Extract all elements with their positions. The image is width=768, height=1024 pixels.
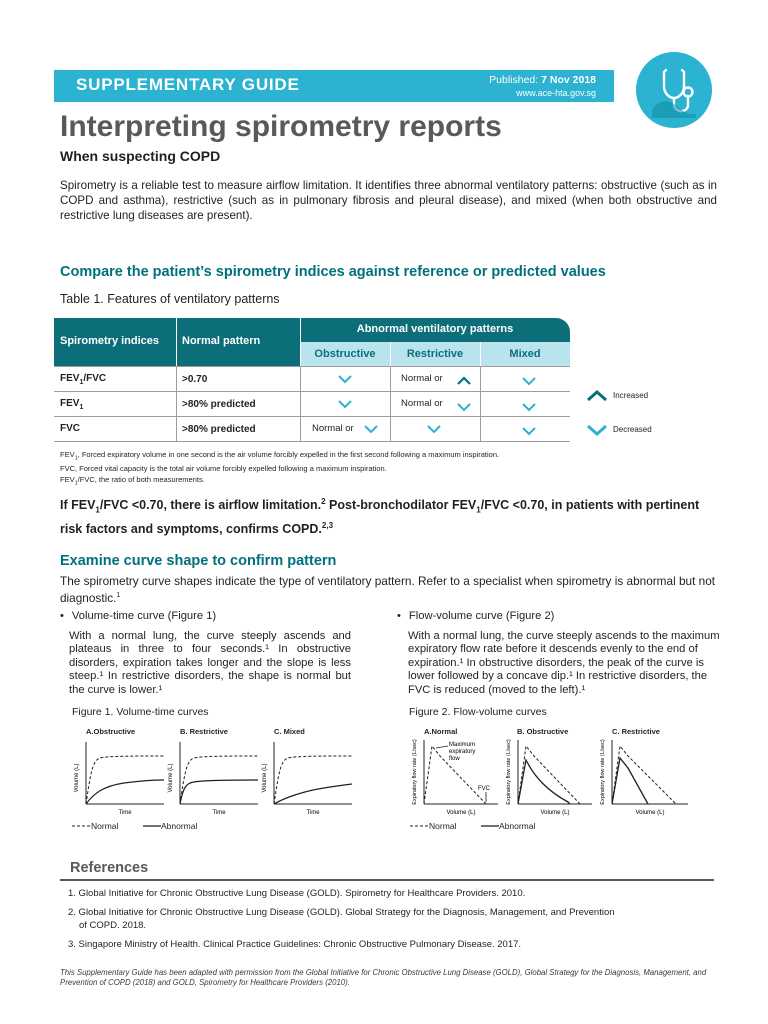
row-restrictive-text: Normal or — [401, 398, 443, 409]
table-footnotes — [60, 450, 499, 489]
abnormal-legend-line — [481, 823, 499, 829]
normal-legend-line — [410, 823, 430, 829]
legend-abnormal: Abnormal — [161, 821, 198, 831]
annot-fvc: FVC — [478, 786, 490, 792]
xlabel-b: Time — [212, 810, 226, 816]
panel-b-title: B. Restrictive — [180, 727, 228, 736]
reference-item: 2. Global Initiative for Chronic Obstructive Lung Disease (GOLD). Global Strategy for the Diagnosis, Management, and Prevention — [68, 907, 615, 918]
panel-b-title: B. Obstructive — [517, 727, 569, 736]
decreased-arrow-icon — [426, 424, 442, 434]
decreased-arrow-icon — [337, 399, 353, 409]
col-header-normal: Normal pattern — [182, 335, 261, 347]
panel-c-title: C. Restrictive — [612, 727, 660, 736]
ylabel-a: Expiratory flow rate (L/sec) — [412, 739, 418, 805]
col-header-obstructive: Obstructive — [314, 348, 376, 360]
figure1 — [60, 722, 360, 840]
xlabel-a: Volume (L) — [446, 810, 476, 816]
copd-statement: If $FEV_1$/FVC <0.70, there is airflow limitation.$^2$ Post-bronchodilator $FEV_1$/FVC <0.70, in patients with pertinent risk factors and symptoms, confirms COPD.$^{2,3}$ — [60, 497, 700, 536]
col-header-restrictive: Restrictive — [406, 348, 464, 360]
header-divider — [176, 318, 177, 366]
flow-volume-plots — [406, 736, 718, 822]
col-divider — [390, 366, 391, 442]
row-divider — [54, 441, 570, 442]
col-divider — [300, 366, 301, 442]
row-normal-value: >80% predicted — [182, 399, 256, 410]
header-divider — [480, 342, 481, 366]
reference-item: of COPD. 2018. — [79, 920, 147, 931]
col-header-mixed: Mixed — [509, 348, 541, 360]
footnote-fvc: FVC, Forced vital capacity is the total air volume forcibly expelled following a maximum inspiration. — [60, 464, 387, 473]
row-divider — [54, 391, 570, 392]
legend-normal: Normal — [91, 821, 119, 831]
annot-mef-1: Maximum — [449, 742, 476, 748]
row-obstructive-text: Normal or — [312, 423, 354, 434]
panel-b-plot — [180, 742, 258, 804]
footnote-fev1: $FEV_1$, Forced expiratory volume in one second is the air volume forcibly expelled in the first second following a maximum inspiration. — [60, 450, 500, 462]
website-link[interactable]: www.ace-hta.gov.sg — [516, 88, 596, 98]
decreased-arrow-icon — [521, 402, 537, 412]
figure2 — [400, 722, 720, 840]
increased-legend-icon — [586, 390, 608, 402]
volume-time-plots — [74, 738, 356, 822]
panel-a-plot — [424, 740, 498, 804]
row-divider — [54, 366, 570, 367]
decreased-arrow-icon — [521, 376, 537, 386]
references-divider — [60, 879, 714, 881]
banner-title: SUPPLEMENTARY GUIDE — [76, 75, 300, 94]
intro-paragraph: Spirometry is a reliable test to measure airflow limitation. It identifies three abnormal ventilatory patterns: obstructive (such as in COPD and asthma), restrictive (such as in pulmonary fibrosis and pleural disease), and mixed (when both obstructive and restrictive lung diseases are present). — [60, 179, 717, 222]
published-label: Published: — [489, 74, 539, 86]
stethoscope-icon — [636, 52, 712, 128]
col-header-indices: Spirometry indices — [60, 335, 160, 347]
volume-time-text: With a normal lung, the curve steeply ascends and plateaus in three to four seconds.¹ In obstructive disorders, expiration takes longer and the slope is less steep.¹ In restrictive disorders, the shape is normal but the curve is lower.¹ — [69, 630, 351, 696]
xlabel-c: Volume (L) — [635, 810, 665, 816]
ylabel-c: Volume (L) — [262, 763, 268, 793]
xlabel-a: Time — [118, 810, 132, 816]
row-restrictive-text: Normal or — [401, 373, 443, 384]
col-divider — [480, 366, 481, 442]
table-caption: Table 1. Features of ventilatory patterns — [60, 292, 280, 306]
ylabel-c: Expiratory flow rate (L/sec) — [600, 739, 606, 805]
decreased-arrow-icon — [456, 402, 472, 412]
reference-item: 1. Global Initiative for Chronic Obstructive Lung Disease (GOLD). Spirometry for Healthcare Providers. 2010. — [68, 888, 526, 899]
header-divider — [300, 318, 301, 366]
row-index-fev1: $FEV_1$ — [60, 398, 84, 411]
bullet-volume-time: • Volume-time curve (Figure 1) — [60, 610, 217, 622]
decreased-arrow-icon — [363, 424, 379, 434]
header-divider — [390, 342, 391, 366]
normal-legend-line — [72, 823, 92, 829]
disclaimer: This Supplementary Guide has been adapted with permission from the Global Initiative for Chronic Obstructive Lung Disease (GOLD), Global Strategy for the Diagnosis, Management, and Prevention of COPD (2018) and GOLD, Spirometry for Healthcare Providers (2010). — [60, 968, 707, 987]
annot-mef-2: expiratory — [449, 749, 476, 755]
ventilatory-table — [54, 318, 570, 442]
col-divider — [176, 366, 177, 442]
xlabel-c: Time — [306, 810, 320, 816]
row-index-fvc: FVC — [60, 423, 80, 434]
decreased-arrow-icon — [337, 374, 353, 384]
section-heading-compare: Compare the patient’s spirometry indices against reference or predicted values — [60, 264, 606, 280]
reference-item: 3. Singapore Ministry of Health. Clinical Practice Guidelines: Chronic Obstructive Pulmonary Disease. 2017. — [68, 939, 522, 950]
flow-volume-text: With a normal lung, the curve steeply ascends to the maximum expiratory flow rate before it descends evenly to the end of expiration.¹ In obstructive disorders, the peak of the curve is lower followed by a concave dip.¹ In restrictive disorders, the FVC is reduced (moved to the left).¹ — [408, 630, 720, 696]
panel-c-plot — [612, 740, 688, 804]
abnormal-legend-line — [143, 823, 161, 829]
ylabel-b: Volume (L) — [168, 763, 174, 793]
page-title: Interpreting spirometry reports — [60, 110, 502, 143]
published-date: 7 Nov 2018 — [541, 74, 596, 86]
panel-a-title: A.Obstructive — [86, 727, 136, 736]
col-header-abnormal: Abnormal ventilatory patterns — [356, 323, 514, 335]
page-subtitle: When suspecting COPD — [60, 148, 221, 164]
decreased-legend-icon — [586, 424, 608, 436]
ylabel-b: Expiratory flow rate (L/sec) — [506, 739, 512, 805]
row-index-fev1fvc: $FEV_1$/FVC — [60, 373, 107, 386]
panel-a-title: A.Normal — [424, 727, 458, 736]
figure2-caption: Figure 2. Flow-volume curves — [409, 706, 547, 718]
legend-abnormal: Abnormal — [499, 821, 536, 831]
annot-mef-3: flow — [449, 756, 460, 762]
row-divider — [54, 416, 570, 417]
footnote-ratio: $FEV_1$/FVC, the ratio of both measurements. — [60, 474, 205, 486]
references-heading: References — [70, 860, 149, 876]
legend-decreased: Decreased — [613, 425, 652, 434]
row-normal-value: >80% predicted — [182, 424, 256, 435]
increased-arrow-icon — [456, 376, 472, 386]
curve-intro: The spirometry curve shapes indicate the type of ventilatory pattern. Refer to a specialist when spirometry is abnormal but not diagnostic.$^1$ — [60, 574, 716, 605]
xlabel-b: Volume (L) — [540, 810, 570, 816]
published-info — [489, 74, 596, 86]
section-heading-curve: Examine curve shape to confirm pattern — [60, 553, 337, 569]
panel-a-plot — [86, 742, 164, 804]
decreased-arrow-icon — [521, 426, 537, 436]
legend-increased: Increased — [613, 391, 649, 400]
bullet-flow-volume: • Flow-volume curve (Figure 2) — [397, 610, 555, 622]
panel-b-plot — [518, 740, 592, 804]
ylabel-a: Volume (L) — [74, 763, 80, 793]
row-normal-value: >0.70 — [182, 374, 208, 385]
figure1-caption: Figure 1. Volume-time curves — [72, 706, 209, 718]
panel-c-title: C. Mixed — [274, 727, 305, 736]
legend-normal: Normal — [429, 821, 457, 831]
panel-c-plot — [274, 742, 352, 804]
